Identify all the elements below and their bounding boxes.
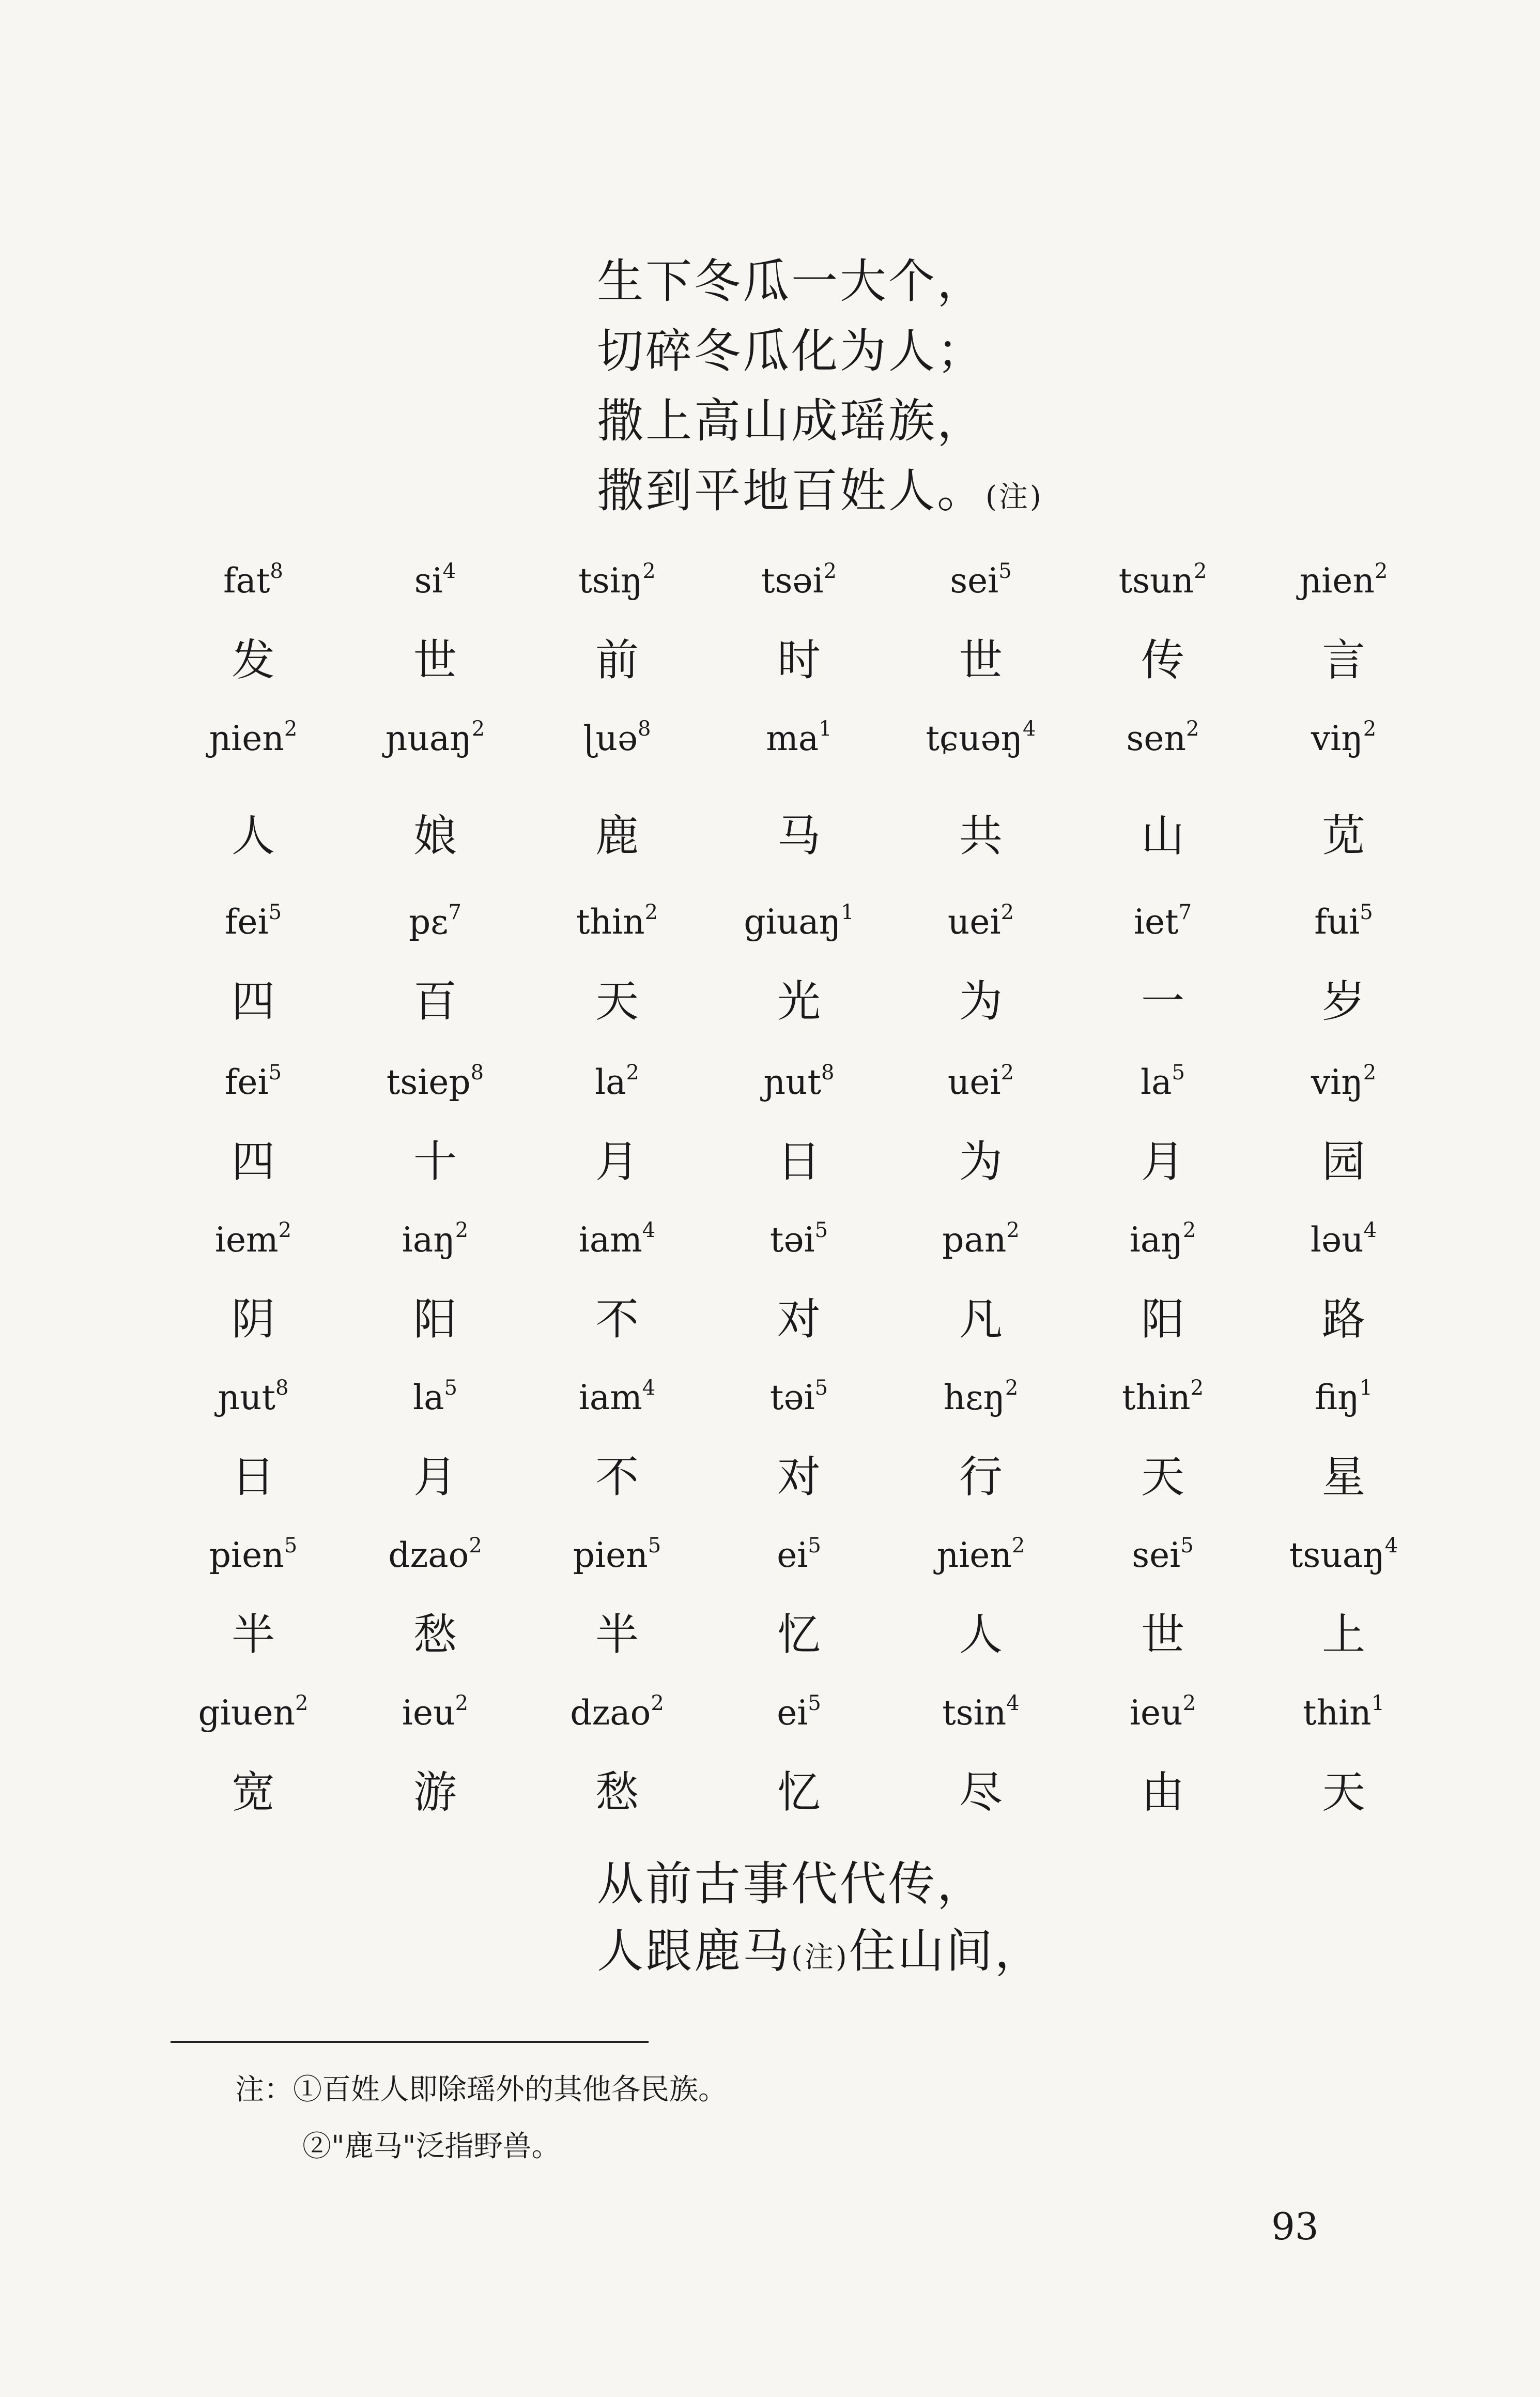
han-character: 星 [1321, 1452, 1365, 1502]
tone-number: 8 [821, 1061, 835, 1085]
syllable-text: təi [769, 1220, 815, 1260]
romanization-row [171, 719, 1426, 775]
page-number: 93 [1271, 2205, 1319, 2248]
syllable [898, 1693, 1064, 1733]
syllable [352, 561, 518, 601]
syllable [352, 1535, 518, 1575]
syllable-text: tɕuəŋ [926, 719, 1023, 758]
syllable-text: ɲuaŋ [385, 719, 472, 758]
verse-text: 人跟鹿马 [597, 1924, 791, 1978]
syllable-text: ɲien [1299, 561, 1375, 601]
han-character: 凡 [959, 1294, 1003, 1345]
tone-number: 7 [448, 900, 461, 924]
syllable [716, 1062, 882, 1102]
tone-number: 2 [1363, 1061, 1377, 1085]
syllable [716, 1220, 882, 1260]
tone-number: 2 [1190, 1376, 1204, 1400]
character-row [171, 625, 1426, 685]
syllable-text: fat [223, 561, 270, 601]
han-character: 忆 [777, 1609, 821, 1660]
syllable [716, 1535, 882, 1575]
syllable-text: thin [1302, 1693, 1372, 1733]
han-character: 愁 [413, 1609, 457, 1660]
han-character: 光 [777, 976, 821, 1027]
tone-number: 8 [275, 1376, 289, 1400]
syllable [1080, 1535, 1245, 1575]
verse-text: 切碎冬瓜化为人； [597, 324, 985, 378]
syllable-text: təi [769, 1378, 815, 1417]
han-character: 时 [777, 635, 821, 685]
han-character: 苋 [1321, 811, 1365, 861]
han-character: 天 [1321, 1767, 1365, 1818]
han-character: 岁 [1321, 976, 1365, 1027]
han-character: 十 [413, 1136, 457, 1187]
syllable-text: iem [214, 1220, 279, 1260]
verse-text: 撒到平地百姓人。 [597, 464, 985, 518]
han-character: 阳 [1141, 1294, 1184, 1345]
han-character: 世 [1141, 1609, 1184, 1660]
syllable-text: dzao [570, 1693, 651, 1733]
tone-number: 4 [442, 559, 456, 583]
syllable-text: viŋ [1311, 719, 1363, 758]
syllable-text: uei [947, 902, 1001, 942]
tone-number: 1 [1371, 1691, 1385, 1715]
syllable-text: la [595, 1062, 626, 1102]
syllable-text: thin [1121, 1378, 1191, 1417]
syllable [1261, 1693, 1426, 1733]
footnote [302, 2124, 561, 2165]
tone-number: 4 [642, 1218, 656, 1242]
syllable [716, 719, 882, 758]
syllable [171, 719, 336, 758]
character-row [171, 1600, 1426, 1660]
tone-number: 4 [1363, 1218, 1377, 1242]
han-character: 马 [777, 811, 821, 861]
syllable-text: pien [209, 1535, 284, 1575]
syllable [352, 902, 518, 942]
han-character: 言 [1321, 635, 1365, 685]
syllable [1080, 1220, 1245, 1260]
tone-number: 2 [1000, 900, 1014, 924]
tone-number: 2 [1185, 717, 1199, 741]
syllable [898, 1378, 1064, 1417]
verse-text: 住山间， [849, 1924, 1043, 1978]
syllable [171, 1378, 336, 1417]
romanization-row [171, 902, 1426, 959]
han-character: 一 [1141, 976, 1184, 1027]
syllable [1080, 1378, 1245, 1417]
han-character: 月 [413, 1452, 457, 1502]
syllable-text: fei [224, 1062, 269, 1102]
han-character: 发 [231, 635, 275, 685]
han-character: 百 [413, 976, 457, 1027]
syllable-text: giuaŋ [744, 902, 841, 942]
syllable [171, 561, 336, 601]
han-character: 四 [231, 1136, 275, 1187]
han-character: 四 [231, 976, 275, 1027]
tone-number: 2 [471, 717, 485, 741]
tone-number: 8 [270, 559, 283, 583]
syllable-text: ɭuə [583, 719, 638, 758]
tone-number: 5 [268, 900, 282, 924]
syllable-text: pien [573, 1535, 648, 1575]
syllable-text: viŋ [1311, 1062, 1363, 1102]
syllable [716, 1378, 882, 1417]
tone-number: 8 [470, 1061, 484, 1085]
tone-number: 2 [469, 1534, 482, 1558]
syllable [1080, 561, 1245, 601]
han-character: 宽 [231, 1767, 275, 1818]
han-character: 前 [595, 635, 639, 685]
tone-number: 5 [1172, 1061, 1185, 1085]
syllable-text: ləu [1310, 1220, 1364, 1260]
syllable-text: hɛŋ [943, 1378, 1005, 1417]
tone-number: 5 [648, 1534, 661, 1558]
han-character: 阳 [413, 1294, 457, 1345]
tone-number: 5 [444, 1376, 457, 1400]
syllable-text: sei [1132, 1535, 1181, 1575]
tone-number: 2 [1193, 559, 1207, 583]
tone-number: 7 [1178, 900, 1192, 924]
footnote-divider [171, 2041, 649, 2043]
han-character: 行 [959, 1452, 1003, 1502]
tone-number: 4 [1384, 1534, 1398, 1558]
tone-number: 2 [823, 559, 837, 583]
syllable [1261, 902, 1426, 942]
character-row [171, 1285, 1426, 1345]
han-character: 不 [595, 1452, 639, 1502]
syllable [1261, 561, 1426, 601]
syllable [1261, 719, 1426, 758]
tone-number: 2 [1011, 1534, 1025, 1558]
syllable-text: ɲien [936, 1535, 1012, 1575]
tone-number: 8 [638, 717, 651, 741]
syllable [171, 1693, 336, 1733]
verse-line [597, 324, 985, 378]
verse-text: 撒上高山成瑶族， [597, 394, 985, 448]
tone-number: 2 [278, 1218, 292, 1242]
syllable-text: thin [576, 902, 645, 942]
han-character: 半 [595, 1609, 639, 1660]
han-character: 日 [231, 1452, 275, 1502]
syllable [352, 1062, 518, 1102]
tone-number: 5 [284, 1534, 298, 1558]
syllable-text: si [414, 561, 443, 601]
tone-number: 4 [642, 1376, 656, 1400]
han-character: 共 [959, 811, 1003, 861]
han-character: 对 [777, 1452, 821, 1502]
syllable [534, 1062, 700, 1102]
tone-number: 1 [1359, 1376, 1373, 1400]
romanization-row [171, 1693, 1426, 1750]
syllable [1080, 719, 1245, 758]
han-character: 游 [413, 1767, 457, 1818]
syllable-text: sei [950, 561, 999, 601]
verse-text: 从前古事代代传， [597, 1857, 985, 1911]
tone-number: 4 [1023, 717, 1036, 741]
tone-number: 5 [268, 1061, 282, 1085]
han-character: 为 [959, 976, 1003, 1027]
syllable [1261, 1535, 1426, 1575]
han-character: 尽 [959, 1767, 1003, 1818]
verse-line [597, 254, 985, 309]
syllable-text: uei [947, 1062, 1001, 1102]
verse-line [597, 1924, 1043, 1978]
romanization-row [171, 1378, 1426, 1434]
syllable-text: ei [777, 1693, 808, 1733]
syllable-text: fiŋ [1315, 1378, 1360, 1417]
han-character: 愁 [595, 1767, 639, 1818]
syllable [171, 1220, 336, 1260]
syllable-text: tsuaŋ [1289, 1535, 1385, 1575]
syllable [898, 1062, 1064, 1102]
han-character: 传 [1141, 635, 1184, 685]
tone-number: 4 [1006, 1691, 1020, 1715]
syllable [716, 561, 882, 601]
syllable [171, 902, 336, 942]
syllable-text: tsəi [761, 561, 824, 601]
footnote [235, 2067, 727, 2108]
syllable [898, 1535, 1064, 1575]
syllable [898, 719, 1064, 758]
romanization-row [171, 1062, 1426, 1119]
syllable [898, 561, 1064, 601]
verse-line [597, 1857, 985, 1911]
han-character: 不 [595, 1294, 639, 1345]
han-character: 路 [1321, 1294, 1365, 1345]
syllable [534, 719, 700, 758]
syllable [534, 561, 700, 601]
tone-number: 2 [1005, 1376, 1019, 1400]
syllable-text: iet [1133, 902, 1179, 942]
han-character: 山 [1141, 811, 1184, 861]
tone-number: 5 [814, 1376, 828, 1400]
tone-number: 2 [644, 900, 658, 924]
syllable [352, 1378, 518, 1417]
syllable [1080, 1062, 1245, 1102]
han-character: 园 [1321, 1136, 1365, 1187]
syllable-text: ɲut [763, 1062, 822, 1102]
verse-text: 生下冬瓜一大个， [597, 254, 985, 309]
syllable-text: giuen [198, 1693, 295, 1733]
syllable [898, 1220, 1064, 1260]
verse-line [597, 464, 1043, 518]
tone-number: 2 [295, 1691, 309, 1715]
footnote-text: 注：①百姓人即除瑶外的其他各民族。 [235, 2073, 727, 2106]
character-row [171, 1127, 1426, 1187]
tone-number: 2 [1000, 1061, 1014, 1085]
syllable-text: sen [1126, 719, 1186, 758]
syllable-text: tsun [1118, 561, 1194, 601]
note-marker: (注) [791, 1941, 849, 1974]
syllable [1080, 1693, 1245, 1733]
syllable [534, 1378, 700, 1417]
character-row [171, 967, 1426, 1027]
han-character: 天 [1141, 1452, 1184, 1502]
tone-number: 2 [642, 559, 656, 583]
tone-number: 5 [814, 1218, 828, 1242]
tone-number: 2 [1182, 1218, 1196, 1242]
tone-number: 2 [651, 1691, 664, 1715]
syllable-text: dzao [388, 1535, 469, 1575]
han-character: 为 [959, 1136, 1003, 1187]
syllable [1080, 902, 1245, 942]
syllable [898, 902, 1064, 942]
syllable-text: pɛ [409, 902, 449, 942]
han-character: 忆 [777, 1767, 821, 1818]
syllable-text: tsin [942, 1693, 1007, 1733]
han-character: 上 [1321, 1609, 1365, 1660]
syllable-text: iaŋ [402, 1220, 455, 1260]
syllable [352, 1693, 518, 1733]
syllable-text: ɲien [209, 719, 284, 758]
han-character: 人 [959, 1609, 1003, 1660]
syllable-text: ei [777, 1535, 808, 1575]
character-row [171, 1442, 1426, 1502]
syllable-text: iam [578, 1378, 642, 1417]
tone-number: 2 [1363, 717, 1377, 741]
tone-number: 2 [284, 717, 298, 741]
han-character: 由 [1141, 1767, 1184, 1818]
tone-number: 5 [1180, 1534, 1194, 1558]
syllable-text: fei [224, 902, 269, 942]
syllable-text: fui [1314, 902, 1360, 942]
syllable-text: ɲut [218, 1378, 276, 1417]
syllable [716, 1693, 882, 1733]
han-character: 日 [777, 1136, 821, 1187]
han-character: 鹿 [595, 811, 639, 861]
character-row [171, 1758, 1426, 1818]
tone-number: 5 [808, 1534, 821, 1558]
han-character: 人 [231, 811, 275, 861]
syllable [1261, 1220, 1426, 1260]
syllable-text: tsiŋ [578, 561, 643, 601]
tone-number: 2 [455, 1691, 469, 1715]
syllable [171, 1535, 336, 1575]
romanization-row [171, 1535, 1426, 1592]
syllable-text: ieu [1129, 1693, 1183, 1733]
tone-number: 5 [998, 559, 1012, 583]
syllable-text: la [413, 1378, 444, 1417]
syllable [1261, 1062, 1426, 1102]
syllable [1261, 1378, 1426, 1417]
han-character: 月 [1141, 1136, 1184, 1187]
tone-number: 2 [455, 1218, 469, 1242]
syllable-text: ieu [402, 1693, 455, 1733]
note-marker: (注) [985, 480, 1043, 514]
tone-number: 2 [626, 1061, 639, 1085]
syllable [534, 902, 700, 942]
syllable [171, 1062, 336, 1102]
syllable [352, 719, 518, 758]
han-character: 对 [777, 1294, 821, 1345]
character-row [171, 801, 1426, 861]
syllable-text: pan [942, 1220, 1007, 1260]
syllable-text: iam [578, 1220, 642, 1260]
han-character: 世 [959, 635, 1003, 685]
syllable-text: la [1141, 1062, 1172, 1102]
syllable [716, 902, 882, 942]
footnote-text: ②"鹿马"泛指野兽。 [302, 2130, 561, 2163]
han-character: 月 [595, 1136, 639, 1187]
syllable-text: iaŋ [1129, 1220, 1183, 1260]
han-character: 世 [413, 635, 457, 685]
romanization-row [171, 1220, 1426, 1277]
syllable-text: ma [766, 719, 819, 758]
tone-number: 2 [1006, 1218, 1020, 1242]
tone-number: 1 [841, 900, 854, 924]
syllable-text: tsiep [386, 1062, 471, 1102]
syllable [534, 1535, 700, 1575]
syllable [534, 1220, 700, 1260]
han-character: 半 [231, 1609, 275, 1660]
tone-number: 2 [1374, 559, 1388, 583]
han-character: 娘 [413, 811, 457, 861]
syllable [352, 1220, 518, 1260]
han-character: 天 [595, 976, 639, 1027]
romanization-row [171, 561, 1426, 618]
tone-number: 2 [1182, 1691, 1196, 1715]
verse-line [597, 394, 985, 448]
tone-number: 1 [819, 717, 832, 741]
tone-number: 5 [808, 1691, 821, 1715]
han-character: 阴 [231, 1294, 275, 1345]
syllable [534, 1693, 700, 1733]
tone-number: 5 [1360, 900, 1373, 924]
